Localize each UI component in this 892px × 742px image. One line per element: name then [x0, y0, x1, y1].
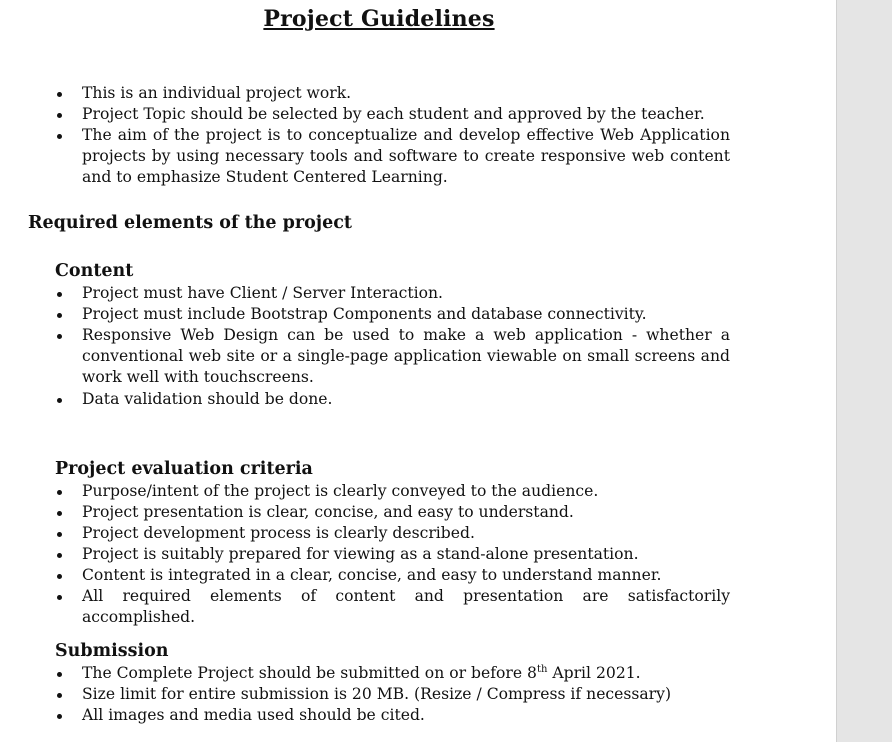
deadline-text: The Complete Project should be submitted on or before 8 — [82, 664, 537, 682]
list-item: Data validation should be done. — [54, 389, 730, 410]
list-item: This is an individual project work. — [54, 83, 730, 104]
intro-list — [54, 83, 730, 188]
list-item: Project must include Bootstrap Components and database connectivity. — [54, 304, 730, 325]
list-item: Project development process is clearly described. — [54, 523, 730, 544]
content-heading: Content — [55, 261, 134, 281]
content-list — [54, 283, 730, 410]
list-item: Purpose/intent of the project is clearly conveyed to the audience. — [54, 481, 730, 502]
list-item: Project is suitably prepared for viewing as a stand-alone presentation. — [54, 544, 730, 565]
list-item: Responsive Web Design can be used to make a web application - whether a conventional web site or a single-page application viewable on small screens and work well with touchscreens. — [54, 325, 730, 388]
required-elements-heading: Required elements of the project — [28, 213, 352, 233]
submission-list — [54, 663, 730, 726]
list-item: All images and media used should be cited. — [54, 705, 730, 726]
deadline-date: April 2021. — [547, 664, 641, 682]
list-item: Size limit for entire submission is 20 MB. (Resize / Compress if necessary) — [54, 684, 730, 705]
page-title: Project Guidelines — [263, 6, 495, 32]
list-item: Project presentation is clear, concise, and easy to understand. — [54, 502, 730, 523]
list-item: Project Topic should be selected by each student and approved by the teacher. — [54, 104, 730, 125]
list-item: The aim of the project is to conceptualize and develop effective Web Application projects by using necessary tools and software to create responsive web content and to emphasize Student Centered Learning. — [54, 125, 730, 188]
submission-heading: Submission — [55, 641, 169, 661]
list-item: Content is integrated in a clear, concise, and easy to understand manner. — [54, 565, 730, 586]
evaluation-heading: Project evaluation criteria — [55, 459, 313, 479]
ordinal-suffix: th — [536, 663, 548, 675]
right-margin-gutter — [836, 0, 892, 742]
list-item-deadline — [54, 663, 730, 684]
list-item: All required elements of content and presentation are satisfactorily accomplished. — [54, 586, 730, 628]
list-item: Project must have Client / Server Interaction. — [54, 283, 730, 304]
evaluation-list — [54, 481, 730, 628]
